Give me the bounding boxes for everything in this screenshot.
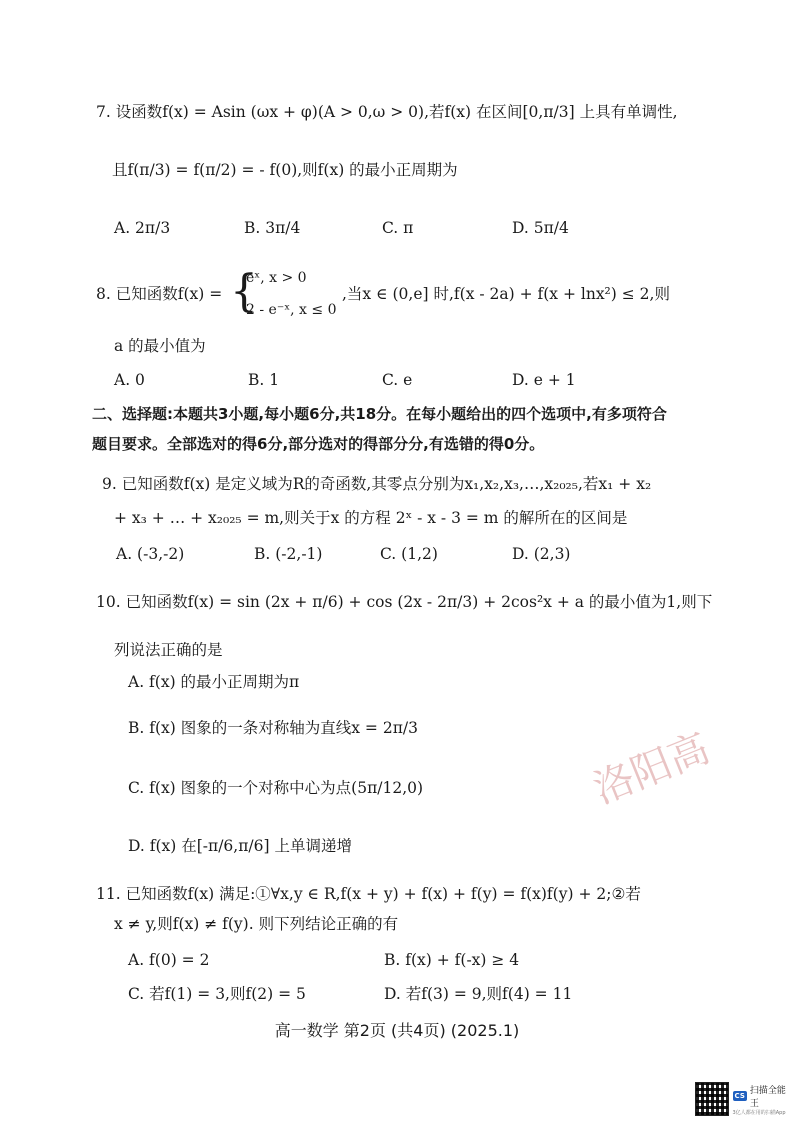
q10-option-a: A. f(x) 的最小正周期为π — [128, 673, 300, 691]
q8-prefix: 8. 已知函数f(x) = — [96, 285, 223, 303]
q11-option-c: C. 若f(1) = 3,则f(2) = 5 — [128, 985, 306, 1003]
q7-line-2: 且f(π/3) = f(π/2) = - f(0),则f(x) 的最小正周期为 — [112, 161, 458, 179]
q10-option-b: B. f(x) 图象的一条对称轴为直线x = 2π/3 — [128, 719, 418, 737]
q8-option-a: A. 0 — [114, 371, 145, 389]
q10-option-c: C. f(x) 图象的一个对称中心为点(5π/12,0) — [128, 779, 424, 797]
q9-option-d: D. (2,3) — [512, 545, 571, 563]
q7-line-1: 7. 设函数f(x) = Asin (ωx + φ)(A > 0,ω > 0),若f(x) 在区间[0,π/3] 上具有单调性, — [96, 103, 678, 121]
q11-line-1: 11. 已知函数f(x) 满足:①∀x,y ∈ R,f(x + y) + f(x) + f(y) = f(x)f(y) + 2;②若 — [96, 885, 641, 903]
q10-option-d: D. f(x) 在[-π/6,π/6] 上单调递增 — [128, 837, 352, 855]
scanner-name: 扫描全能王 — [749, 1085, 786, 1109]
q10-line-1: 10. 已知函数f(x) = sin (2x + π/6) + cos (2x - 2π/3) + 2cos²x + a 的最小值为1,则下 — [96, 593, 713, 611]
qr-code-icon — [695, 1082, 729, 1116]
q7-option-c: C. π — [382, 219, 414, 237]
q11-option-d: D. 若f(3) = 9,则f(4) = 11 — [384, 985, 573, 1003]
q9-option-a: A. (-3,-2) — [116, 545, 185, 563]
page-footer: 高一数学 第2页 (共4页) (2025.1) — [274, 1021, 520, 1040]
q10-line-2: 列说法正确的是 — [114, 641, 223, 659]
school-watermark: 洛阳高 — [587, 725, 716, 813]
q7-option-a: A. 2π/3 — [114, 219, 171, 237]
q7-option-d: D. 5π/4 — [512, 219, 569, 237]
q11-option-b: B. f(x) + f(-x) ≥ 4 — [384, 951, 520, 969]
q8-case-1: eˣ, x > 0 — [246, 270, 307, 286]
q9-line-2: + x₃ + … + x₂₀₂₅ = m,则关于x 的方程 2ˣ - x - 3 = m 的解所在的区间是 — [114, 509, 628, 527]
scanner-subtitle: 3亿人都在用的扫描App — [732, 1109, 786, 1116]
section2-line-1: 二、选择题:本题共3小题,每小题6分,共18分。在每小题给出的四个选项中,有多项符合 — [92, 405, 667, 423]
q8-case-2: 2 - e⁻ˣ, x ≤ 0 — [246, 302, 337, 318]
section2-line-2: 题目要求。全部选对的得6分,部分选对的得部分分,有选错的得0分。 — [92, 435, 545, 453]
q8-option-d: D. e + 1 — [512, 371, 576, 389]
q8-suffix: ,当x ∈ (0,e] 时,f(x - 2a) + f(x + lnx²) ≤ 2,则 — [342, 285, 670, 303]
scanner-badge — [733, 1083, 794, 1116]
q11-line-2: x ≠ y,则f(x) ≠ f(y). 则下列结论正确的有 — [114, 915, 399, 933]
q8-brace: { — [230, 266, 258, 317]
camscanner-logo-icon: CS — [734, 1091, 745, 1100]
scanner-stamp — [695, 1082, 794, 1116]
q7-option-b: B. 3π/4 — [244, 219, 301, 237]
q8-line-2: a 的最小值为 — [114, 337, 206, 355]
q8-option-b: B. 1 — [248, 371, 280, 389]
q9-line-1: 9. 已知函数f(x) 是定义域为R的奇函数,其零点分别为x₁,x₂,x₃,…,x₂₀₂₅,若x₁ + x₂ — [102, 475, 652, 493]
q11-option-a: A. f(0) = 2 — [128, 951, 210, 969]
q9-option-b: B. (-2,-1) — [254, 545, 323, 563]
q9-option-c: C. (1,2) — [380, 545, 438, 563]
q8-option-c: C. e — [382, 371, 413, 389]
